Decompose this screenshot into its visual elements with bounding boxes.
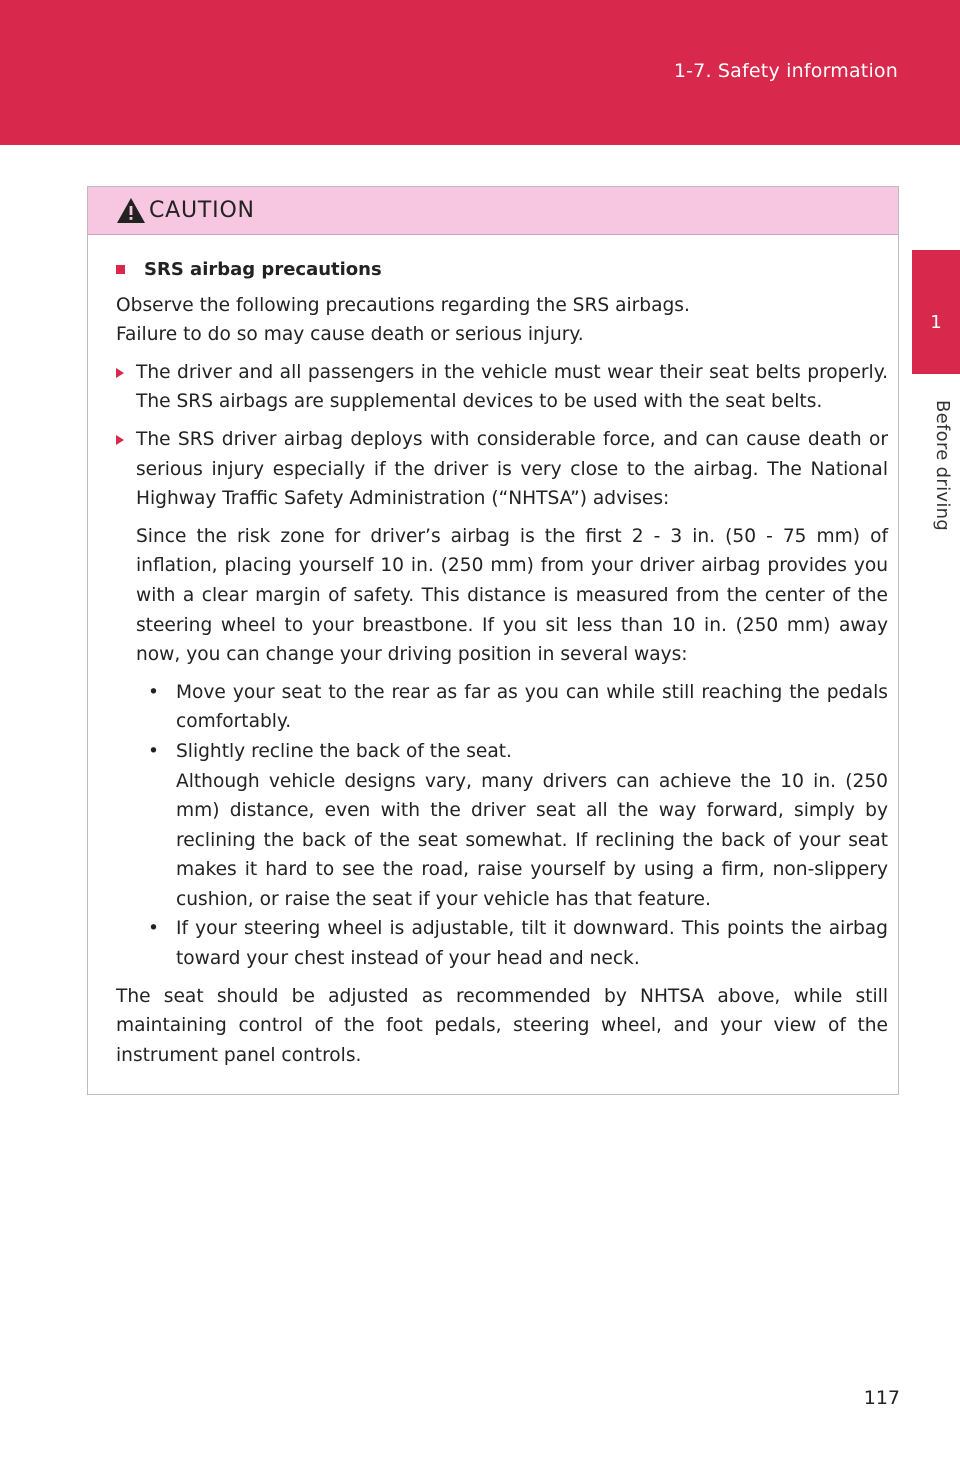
section-title: 1-7. Safety information [673, 60, 898, 82]
section-heading [116, 255, 888, 285]
square-bullet-icon [116, 265, 125, 274]
caution-body [88, 235, 898, 1070]
tip-title: Slightly recline the back of the seat. [176, 740, 512, 762]
triangle-bullet-icon [116, 368, 124, 378]
dot-bullet-icon: • [148, 681, 159, 703]
tip-text: Move your seat to the rear as far as you can while still reaching the pedals comfortably. [176, 681, 888, 733]
intro-line-1: Observe the following precautions regarding the SRS airbags. [116, 294, 690, 316]
list-item [116, 425, 888, 974]
intro-text [116, 291, 888, 350]
list-item-text: The driver and all passengers in the vehicle must wear their seat belts properly. The SRS airbags are supplemental devices to be used with the seat belts. [136, 361, 888, 413]
nhtsa-advice: Since the risk zone for driver’s airbag is the first 2 - 3 in. (50 - 75 mm) of inflation, placing yourself 10 in. (250 mm) from your driver airbag provides you with a clear margin of safety. This distance is measured from the center of the steering wheel to your breastbone. If you sit less than 10 in. (250 mm) away now, you can change your driving position in several ways: [136, 525, 888, 666]
chapter-label: Before driving [932, 400, 953, 532]
page-header [0, 0, 960, 145]
tip-item [136, 737, 888, 915]
chapter-number: 1 [930, 312, 942, 333]
tip-text: If your steering wheel is adjustable, tilt it downward. This points the airbag toward your chest instead of your head and neck. [176, 918, 888, 970]
chapter-tab [912, 250, 960, 374]
list-item-text: The SRS driver airbag deploys with considerable force, and can cause death or serious injury especially if the driver is very close to the airbag. The National Highway Traffic Safety Administration (“NHTSA”) advises: [136, 428, 888, 510]
section-heading-text: SRS airbag precautions [144, 259, 382, 280]
dot-bullet-icon: • [148, 918, 159, 940]
dot-bullet-icon: • [148, 740, 159, 762]
closing-text: The seat should be adjusted as recommended by NHTSA above, while still maintaining control of the foot pedals, steering wheel, and your view of the instrument panel controls. [116, 985, 888, 1066]
caution-label: CAUTION [149, 198, 255, 223]
tip-item [136, 678, 888, 737]
list-item [116, 358, 888, 417]
warning-triangle-icon [116, 197, 146, 224]
position-tips [136, 678, 888, 974]
tip-item [136, 914, 888, 973]
tip-text: Although vehicle designs vary, many drivers can achieve the 10 in. (250 mm) distance, even with the driver seat all the way forward, simply by reclining the back of the seat somewhat. If reclining the back of your seat makes it hard to see the road, raise yourself by using a firm, non-slippery cushion, or raise the seat if your vehicle has that feature. [176, 770, 888, 910]
intro-line-2: Failure to do so may cause death or serious injury. [116, 324, 584, 346]
page-number: 117 [863, 1387, 900, 1409]
caution-header [88, 187, 898, 235]
caution-box [87, 186, 899, 1095]
triangle-bullet-icon [116, 435, 124, 445]
